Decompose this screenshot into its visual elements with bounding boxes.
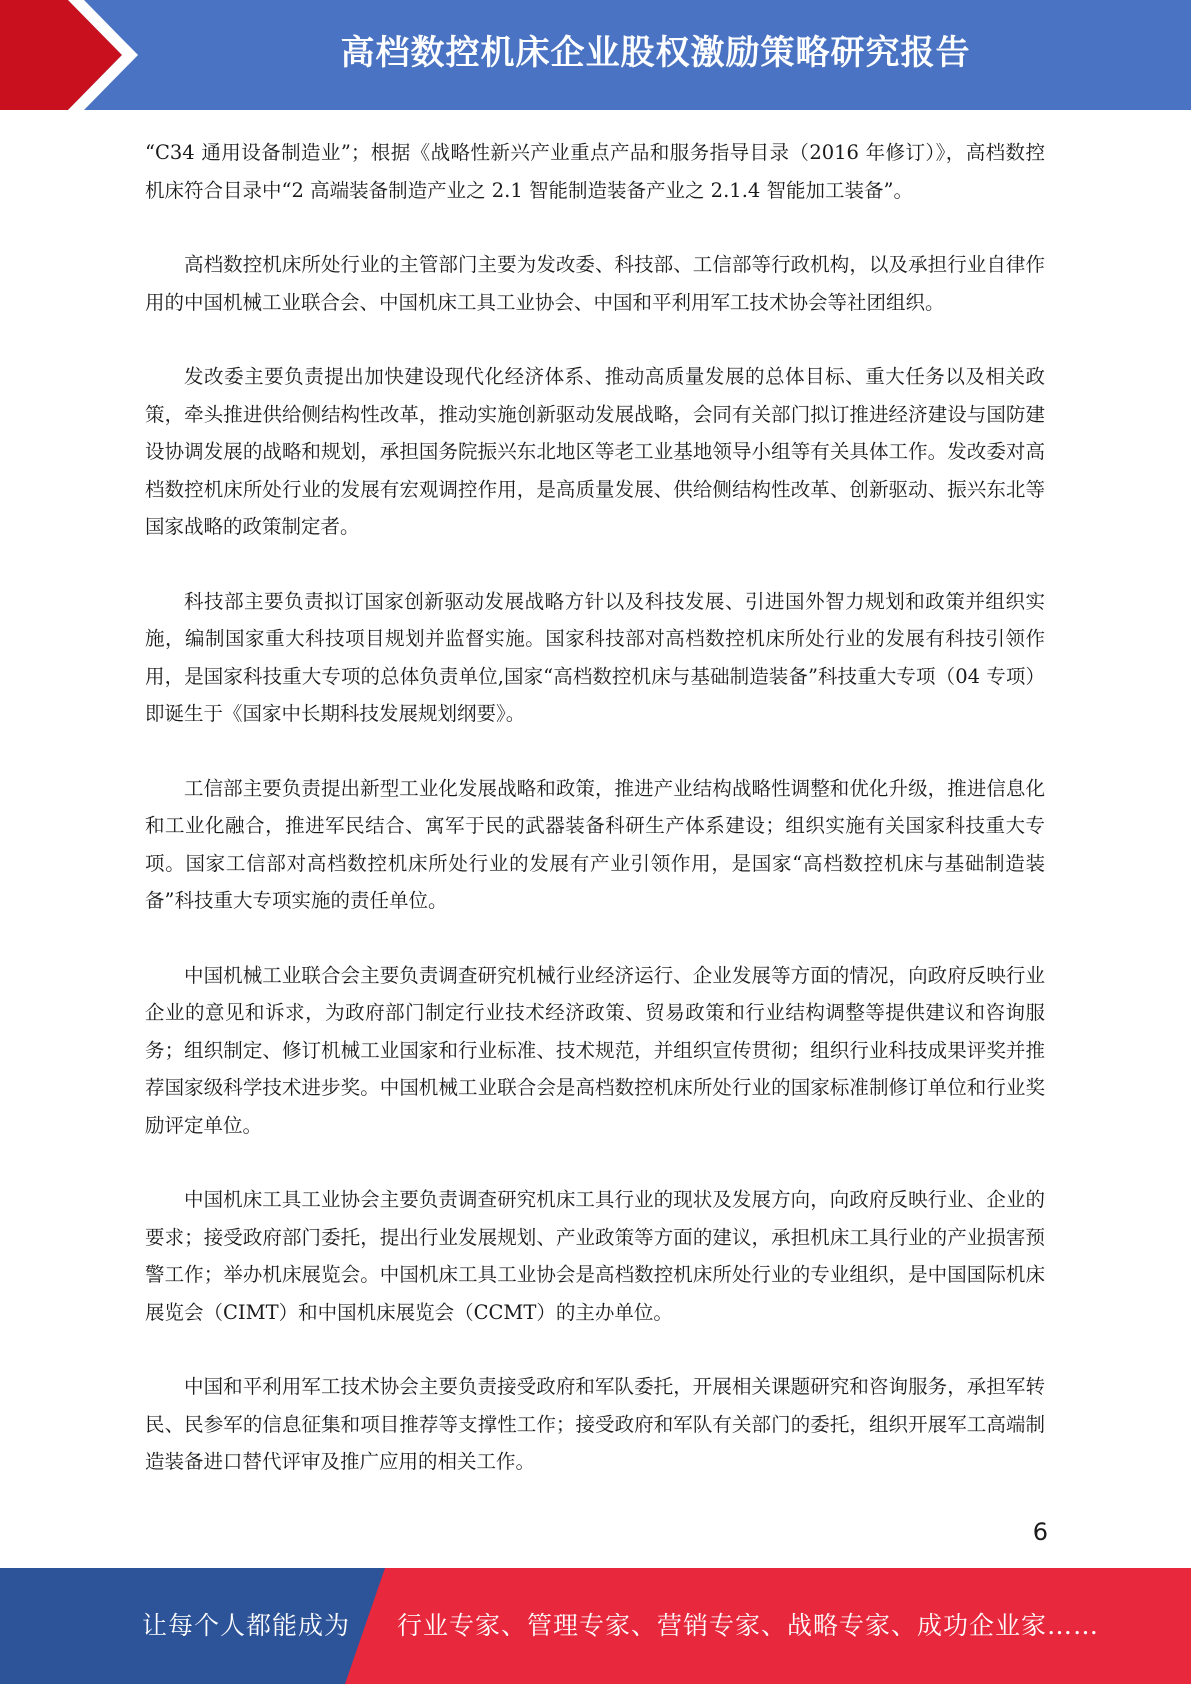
paragraph-regulators: 高档数控机床所处行业的主管部门主要为发改委、科技部、工信部等行政机构，以及承担行业自律作用的中国机械工业联合会、中国机床工具工业协会、中国和平利用军工技术协会等社团组织。: [145, 253, 1045, 314]
header-arrow-decoration: [0, 0, 150, 110]
page-header: [0, 0, 1191, 110]
paragraph-cmif: 中国机械工业联合会主要负责调查研究机械行业经济运行、企业发展等方面的情况，向政府反映行业企业的意见和诉求，为政府部门制定行业技术经济政策、贸易政策和行业结构调整等提供建议和咨询服务；组织制定、修订机械工业国家和行业标准、技术规范，并组织宣传贯彻；组织行业科技成果评奖并推荐国家级科学技术进步奖。中国机械工业联合会是高档数控机床所处行业的国家标准制修订单位和行业奖励评定单位。: [145, 963, 1045, 1137]
paragraph-miit: 工信部主要负责提出新型工业化发展战略和政策，推进产业结构战略性调整和优化升级，推进信息化和工业化融合，推进军民结合、寓军于民的武器装备科研生产体系建设；组织实施有关国家科技重大专项。国家工信部对高档数控机床所处行业的发展有产业引领作用，是国家“高档数控机床与基础制造装备”科技重大专项实施的责任单位。: [145, 776, 1045, 912]
paragraph-classification: “C34 通用设备制造业”；根据《战略性新兴产业重点产品和服务指导目录（2016 年修订）》，高档数控机床符合目录中“2 高端装备制造产业之 2.1 智能制造装备产业之 2.1.4 智能加工装备”。: [145, 141, 1045, 202]
document-body: [145, 134, 1045, 1518]
footer-slogan-left: 让每个人都能成为: [142, 1611, 351, 1640]
page-number: 6: [1032, 1518, 1048, 1546]
paragraph-most: 科技部主要负责拟订国家创新驱动发展战略方针以及科技发展、引进国外智力规划和政策并组织实施，编制国家重大科技项目规划并监督实施。国家科技部对高档数控机床所处行业的发展有科技引领作用，是国家科技重大专项的总体负责单位,国家“高档数控机床与基础制造装备”科技重大专项（04 专项）即诞生于《国家中长期科技发展规划纲要》。: [145, 589, 1045, 725]
paragraph-ndrc: 发改委主要负责提出加快建设现代化经济体系、推动高质量发展的总体目标、重大任务以及相关政策，牵头推进供给侧结构性改革，推动实施创新驱动发展战略，会同有关部门拟订推进经济建设与国防建设协调发展的战略和规划，承担国务院振兴东北地区等老工业基地领导小组等有关具体工作。发改委对高档数控机床所处行业的发展有宏观调控作用，是高质量发展、供给侧结构性改革、创新驱动、振兴东北等国家战略的政策制定者。: [145, 365, 1045, 538]
page-footer: [0, 1568, 1191, 1684]
report-title: 高档数控机床企业股权激励策略研究报告: [340, 33, 971, 73]
footer-slogan-right: 行业专家、管理专家、营销专家、战略专家、成功企业家……: [397, 1611, 1100, 1640]
paragraph-military-tech-association: 中国和平利用军工技术协会主要负责接受政府和军队委托，开展相关课题研究和咨询服务，承担军转民、民参军的信息征集和项目推荐等支撑性工作；接受政府和军队有关部门的委托，组织开展军工高端制造装备进口替代评审及推广应用的相关工作。: [145, 1375, 1045, 1473]
paragraph-cmtba: 中国机床工具工业协会主要负责调查研究机床工具行业的现状及发展方向，向政府反映行业、企业的要求；接受政府部门委托，提出行业发展规划、产业政策等方面的建议，承担机床工具行业的产业损害预警工作；举办机床展览会。中国机床工具工业协会是高档数控机床所处行业的专业组织，是中国国际机床展览会（CIMT）和中国机床展览会（CCMT）的主办单位。: [145, 1188, 1045, 1324]
